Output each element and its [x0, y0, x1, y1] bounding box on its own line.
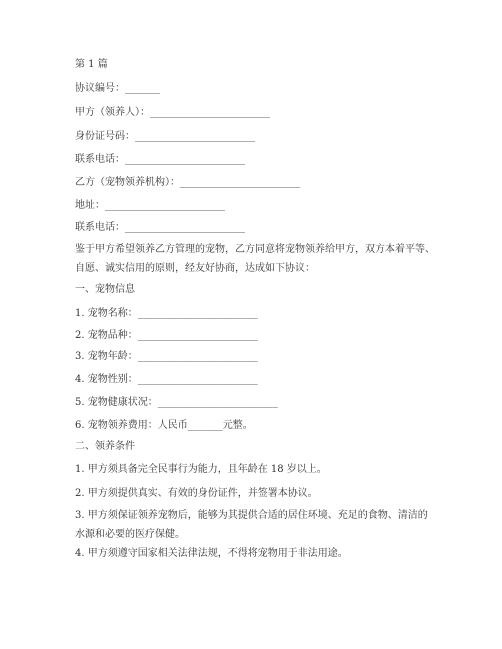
section-label: 第 1 篇 [75, 59, 108, 70]
adoption-fee-item: 6. 宠物领养费用：人民币_______元整。 [75, 420, 253, 431]
pet-breed-item: 2. 宠物品种：________________________ [75, 330, 258, 341]
section-heading-conditions: 二、领养条件 [75, 441, 135, 452]
pet-gender-item: 4. 宠物性别：________________________ [75, 374, 258, 385]
party-a-phone-field: 联系电话：________________________ [75, 154, 245, 165]
condition-item-4: 4. 甲方须遵守国家相关法律法规，不得将宠物用于非法用途。 [75, 548, 348, 559]
condition-item-2: 2. 甲方须提供真实、有效的身份证件，并签署本协议。 [75, 488, 318, 499]
pet-name-item: 1. 宠物名称：________________________ [75, 308, 258, 319]
preamble-paragraph: 鉴于甲方希望领养乙方管理的宠物，乙方同意将宠物领养给甲方，双方本着平等、自愿、诚实信用的原则，经友好协商，达成如下协议： [75, 244, 435, 274]
id-number-field: 身份证号码：________________________ [75, 131, 255, 142]
agreement-number-field: 协议编号：_______ [75, 83, 160, 94]
pet-age-item: 3. 宠物年龄：________________________ [75, 351, 258, 362]
pet-health-item: 5. 宠物健康状况：________________________ [75, 397, 278, 408]
party-a-field: 甲方（领养人）：________________________ [75, 107, 270, 118]
condition-item-1: 1. 甲方须具备完全民事行为能力，且年龄在 18 岁以上。 [75, 464, 327, 475]
address-field: 地址：________________________ [75, 200, 225, 211]
party-b-field: 乙方（宠物领养机构）：________________________ [75, 177, 300, 188]
party-b-phone-field: 联系电话：________________________ [75, 222, 245, 233]
section-heading-pet-info: 一、宠物信息 [75, 284, 135, 295]
condition-item-3: 3. 甲方须保证领养宠物后，能够为其提供合适的居住环境、充足的食物、清洁的水源和必要的医疗保健。 [75, 510, 428, 540]
